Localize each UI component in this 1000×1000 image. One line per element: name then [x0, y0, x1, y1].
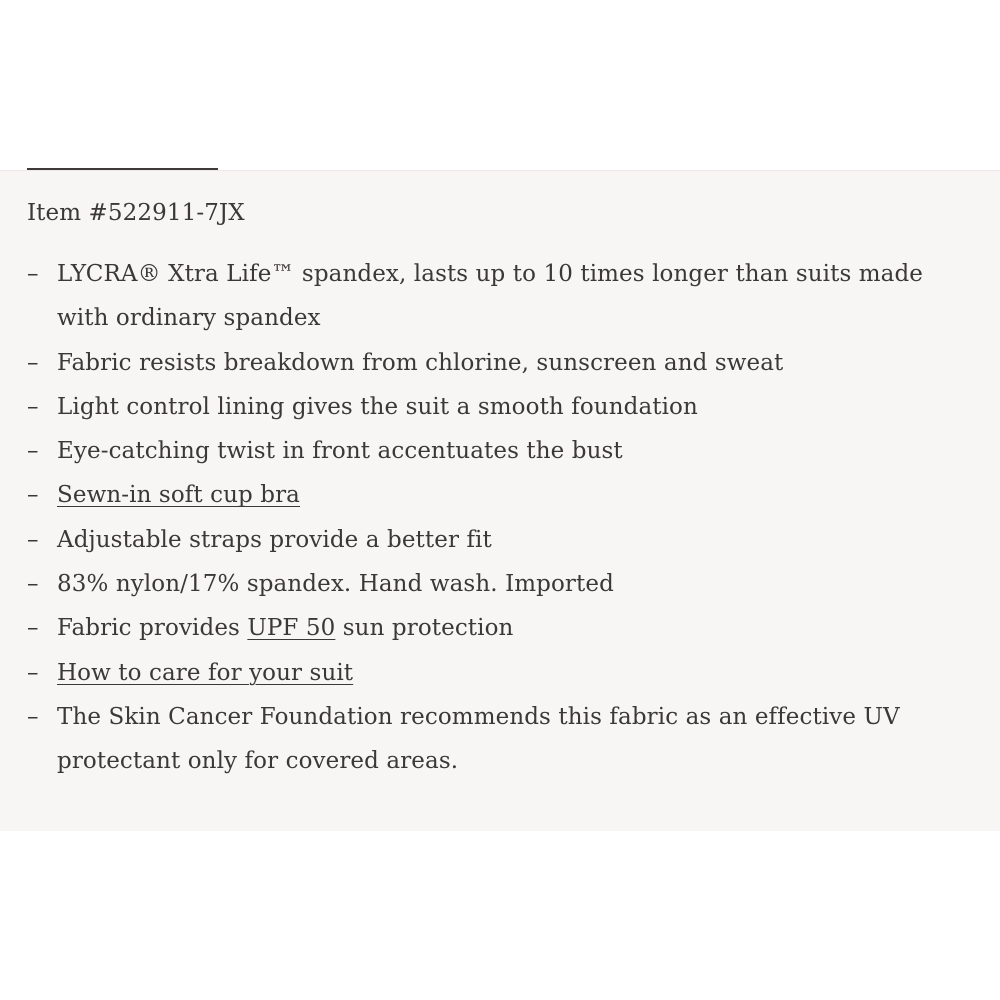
feature-text: Adjustable straps provide a better fit [57, 526, 492, 553]
upf-50-link[interactable]: UPF 50 [247, 615, 336, 642]
list-item [27, 518, 973, 562]
bullet-dash: – [27, 393, 39, 420]
feature-text: Light control lining gives the suit a smooth foundation [57, 393, 698, 420]
bullet-dash: – [27, 261, 39, 287]
bullet-dash: – [27, 526, 39, 553]
feature-text-after: sun protection [335, 615, 514, 642]
list-item [27, 341, 973, 385]
list-item [27, 606, 973, 650]
feature-text: LYCRA® Xtra Life™ spandex, lasts up to 10 times longer than suits made with ordinary spandex [57, 261, 924, 332]
feature-text: Fabric resists breakdown from chlorine, sunscreen and sweat [57, 349, 784, 376]
bullet-dash: – [27, 659, 39, 686]
list-item [27, 252, 973, 341]
soft-cup-bra-link[interactable]: Sewn-in soft cup bra [57, 482, 300, 509]
active-tab-indicator [27, 168, 218, 170]
bullet-dash: – [27, 615, 39, 642]
item-number: Item #522911-7JX [27, 200, 245, 226]
list-item [27, 429, 973, 473]
feature-text: The Skin Cancer Foundation recommends this fabric as an effective UV protectant only for covered areas. [57, 703, 900, 775]
bullet-dash: – [27, 438, 39, 465]
bullet-dash: – [27, 349, 39, 376]
feature-text: 83% nylon/17% spandex. Hand wash. Imported [57, 571, 614, 598]
product-details [27, 186, 973, 784]
list-item [27, 473, 973, 517]
list-item [27, 385, 973, 429]
feature-list [27, 252, 973, 784]
feature-text-before: Fabric provides [57, 615, 248, 642]
bullet-dash: – [27, 482, 39, 509]
suit-care-link[interactable]: How to care for your suit [57, 659, 354, 686]
bullet-dash: – [27, 571, 39, 598]
bullet-dash: – [27, 703, 39, 730]
list-item [27, 651, 973, 695]
list-item [27, 695, 973, 784]
feature-text: Eye-catching twist in front accentuates the bust [57, 438, 623, 465]
list-item [27, 562, 973, 606]
